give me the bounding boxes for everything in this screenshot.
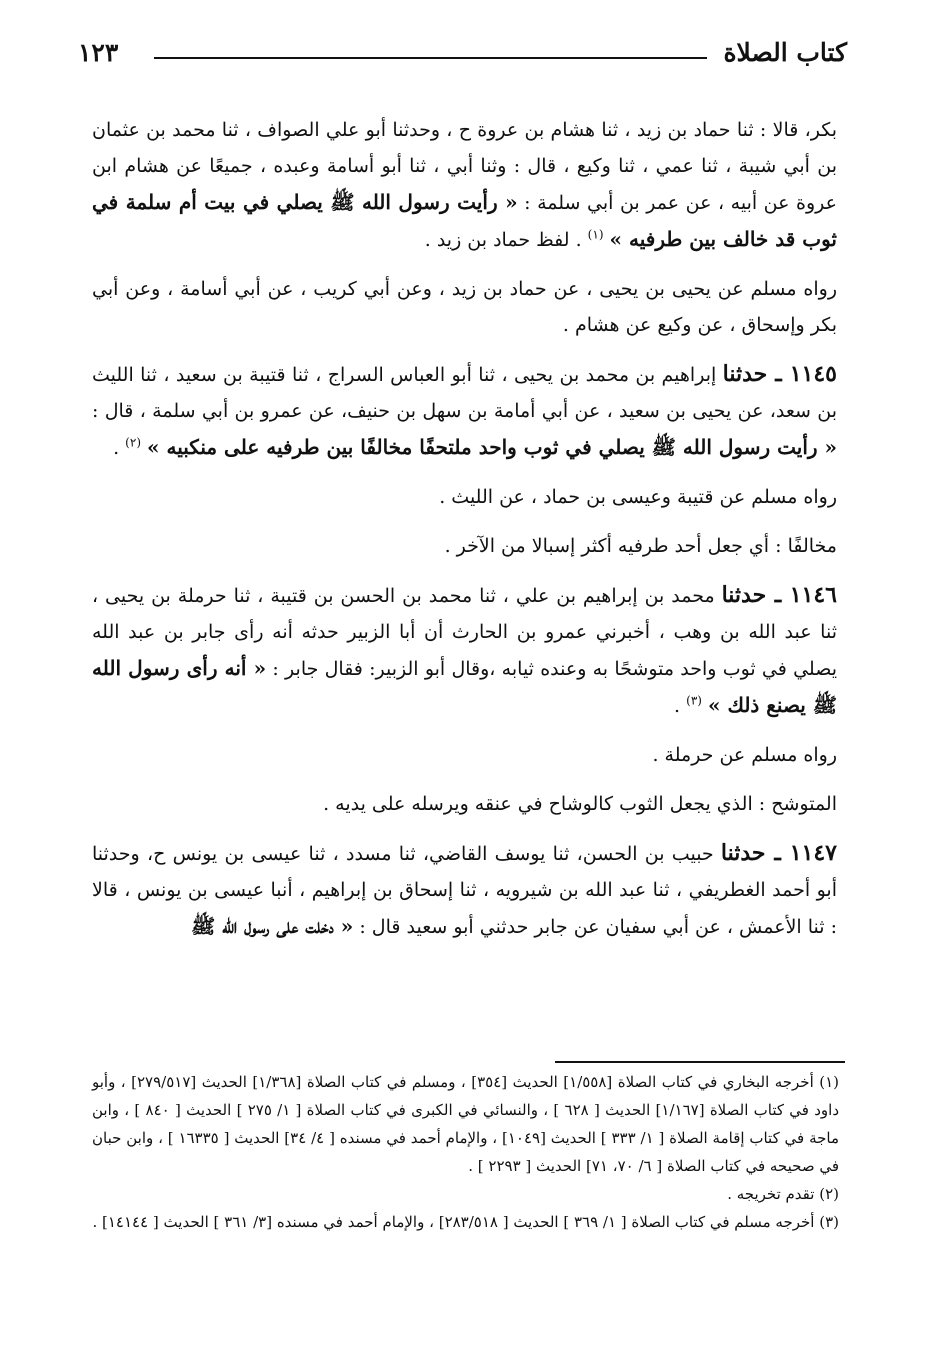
hadith-number: ١١٤٧ ـ حدثنا <box>720 840 837 866</box>
chain-end: . <box>113 437 120 459</box>
paragraph-narration-note: رواه مسلم عن يحيى بن يحيى ، عن حماد بن زيد ، وعن أبي كريب ، عن أبي أسامة ، وعن أبي بكر وإسحاق ، عن وكيع عن هشام . <box>92 278 837 336</box>
chain-end: . لفظ حماد بن زيد . <box>424 229 582 251</box>
footnotes <box>92 1068 839 1236</box>
header-rule <box>154 57 707 59</box>
hadith-number: ١١٤٥ ـ حدثنا <box>722 361 837 387</box>
footnote-1: (١) أخرجه البخاري في كتاب الصلاة [١/٥٥٨] الحديث [٣٥٤] ، ومسلم في كتاب الصلاة [١/٣٦٨] الحديث [٢٧٩/٥١٧] ، وأبو داود في كتاب الصلاة [١/١٦٧] الحديث [ ٦٢٨ ] ، والنسائي في الكبرى في كتاب الصلاة [ ١/ ٢٧٥ ] الحديث [ ٨٤٠ ] ، وابن ماجة في كتاب إقامة الصلاة [ ١/ ٣٣٣ ] الحديث [١٠٤٩] ، والإمام أحمد في مسنده [ ٤/ ٣٤] الحديث [ ١٦٣٣٥ ] ، وابن حبان في صحيحه في كتاب الصلاة [ ٦/ ٧٠، ٧١] الحديث [ ٢٢٩٣ ] . <box>92 1073 840 1175</box>
hadith-1147 <box>92 835 837 945</box>
hadith-quote: « دخلت على رسول الله ﷺ <box>191 914 354 938</box>
chain-end: . <box>674 695 681 717</box>
chain-text: بكر، قالا : ثنا حماد بن زيد ، ثنا هشام بن عروة ح ، وحدثنا أبو علي الصواف ، ثنا محمد بن عثمان بن أبي شيبة ، ثنا عمي ، ثنا وكيع ، قال : وثنا أبي ، ثنا أبو أسامة وعبده ، جميعًا عن هشام ابن عروة عن أبيه ، عن عمر بن أبي سلمة : <box>92 119 837 214</box>
hadith-1145 <box>92 356 837 466</box>
main-text <box>92 112 837 958</box>
footnote-2: (٢) تقدم تخريجه . <box>727 1185 839 1203</box>
footnote-ref: (١) <box>587 227 604 242</box>
paragraph-definition: المتوشح : الذي يجعل الثوب كالوشاح في عنقه ويرسله على يديه . <box>323 793 837 815</box>
page-header <box>78 38 847 78</box>
paragraph-definition: مخالفًا : أي جعل أحد طرفيه أكثر إسبالا من الآخر . <box>444 535 837 557</box>
paragraph-narration-note: رواه مسلم عن قتيبة وعيسى بن حماد ، عن الليث . <box>439 486 837 508</box>
hadith-quote: « رأيت رسول الله ﷺ يصلي في بيت أم سلمة في ثوب قد خالف بين طرفيه » <box>92 190 837 251</box>
hadith-quote: « رأيت رسول الله ﷺ يصلي في ثوب واحد ملتحفًا مخالفًا بين طرفيه على منكبيه » <box>147 435 837 459</box>
chain-text: حبيب بن الحسن، ثنا يوسف القاضي، ثنا مسدد ، ثنا عيسى بن يونس ح، وحدثنا أبو أحمد الغطريفي ، ثنا عبد الله بن شيرويه ، ثنا إسحاق بن إبراهيم ، أنبا عيسى بن يونس ، قالا : ثنا الأعمش ، عن أبي سفيان عن جابر حدثني أبو سعيد قال : <box>92 843 837 938</box>
chain-text: محمد بن إبراهيم بن علي ، ثنا محمد بن الحسن بن قتيبة ، ثنا حرملة بن يحيى ، ثنا عبد الله بن وهب ، أخبرني عمرو بن الحارث أن أبا الزبير حدثه أنه رأى جابر بن عبد الله يصلي في ثوب واحد متوشحًا به وعنده ثيابه ،وقال أبو الزبير: فقال جابر : <box>92 585 837 680</box>
running-title: كتاب الصلاة <box>723 38 847 67</box>
footnote-ref: (٣) <box>686 693 702 708</box>
page-number: ١٢٣ <box>78 38 119 67</box>
chain-text: إبراهيم بن محمد بن يحيى ، ثنا أبو العباس السراج ، ثنا قتيبة بن سعيد ، ثنا الليث بن سعد، عن يحيى بن سعيد ، عن أبي أمامة بن سهل بن حنيف، عن عمرو بن أبي سلمة ، قال : <box>92 364 837 422</box>
footnote-ref: (٢) <box>125 435 141 450</box>
footnote-separator <box>555 1061 845 1063</box>
paragraph-narration-note: رواه مسلم عن حرملة . <box>652 744 837 766</box>
hadith-number: ١١٤٦ ـ حدثنا <box>721 582 837 608</box>
paragraph-hadith-chain-1 <box>92 112 837 258</box>
hadith-quote: « أنه رأى رسول الله ﷺ يصنع ذلك » <box>92 656 837 717</box>
footnote-3: (٣) أخرجه مسلم في كتاب الصلاة [ ١/ ٣٦٩ ] الحديث [ ٢٨٣/٥١٨] ، والإمام أحمد في مسنده [٣/ ٣٦١ ] الحديث [ ١٤١٤٤] . <box>92 1213 839 1231</box>
hadith-1146 <box>92 577 837 724</box>
